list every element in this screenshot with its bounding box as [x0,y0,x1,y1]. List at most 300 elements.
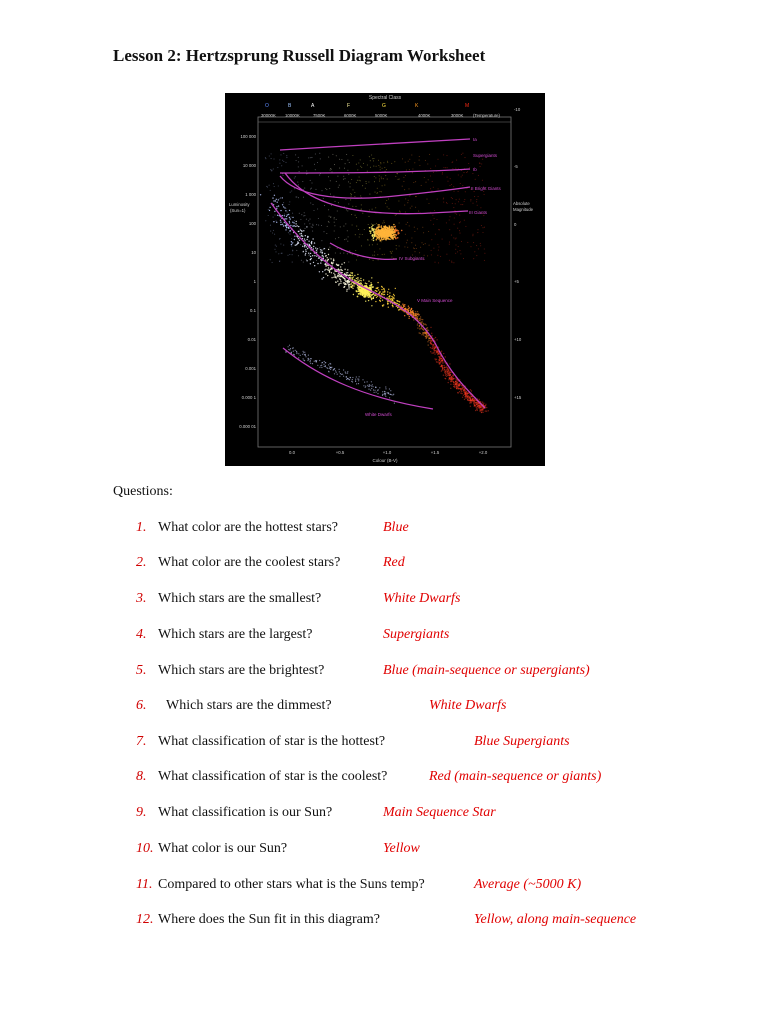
star-dot [273,200,274,201]
star-dot [332,263,333,264]
star-dot [338,187,339,188]
star-dot [439,360,440,361]
star-dot [314,242,315,243]
star-dot [340,279,341,280]
star-dot [395,225,396,226]
star-dot [280,220,281,221]
star-dot [328,221,329,222]
star-dot [368,216,369,217]
star-dot [379,248,380,249]
question-text: Which stars are the brightest? [158,663,325,678]
star-dot [408,318,409,319]
star-dot [398,304,399,305]
star-dot [432,346,433,347]
star-dot [352,377,353,378]
star-dot [392,394,393,395]
star-dot [450,377,451,378]
star-dot [325,365,326,366]
star-dot [265,158,266,159]
star-dot [396,300,397,301]
star-dot [380,230,382,232]
star-dot [427,341,428,342]
star-dot [392,230,393,231]
star-dot [465,191,466,192]
star-dot [385,203,386,204]
star-dot [310,202,311,203]
star-dot [357,277,358,278]
star-dot [392,300,393,301]
star-dot [434,349,435,350]
star-dot [319,367,320,368]
star-dot [306,246,307,247]
star-dot [283,161,284,162]
star-dot [464,220,465,221]
luminosity-tick: 0.01 [247,337,256,342]
star-dot [373,158,374,159]
star-dot [430,343,431,344]
star-dot [419,252,420,253]
star-dot [337,281,338,282]
star-dot [458,201,459,202]
star-dot [375,232,377,234]
star-dot [272,197,273,198]
star-dot [403,307,404,308]
star-dot [414,251,415,252]
star-dot [327,275,328,276]
star-dot [363,385,364,386]
star-dot [446,155,447,156]
star-dot [387,161,388,162]
star-dot [417,317,418,318]
star-dot [394,161,395,162]
star-dot [347,371,348,372]
star-dot [315,153,316,154]
star-dot [429,154,430,155]
star-dot [433,338,434,339]
star-dot [344,178,345,179]
star-dot [373,160,374,161]
star-dot [400,305,401,306]
star-dot [343,176,344,177]
star-dot [455,381,456,382]
star-dot [477,205,478,206]
star-dot [291,244,292,245]
star-dot [283,206,284,207]
star-dot [475,402,476,403]
question-number: 4. [136,627,147,642]
star-dot [355,206,356,207]
star-dot [343,179,344,180]
star-dot [476,407,477,408]
star-dot [420,319,421,320]
star-dot [380,162,381,163]
star-dot [408,188,409,189]
star-dot [333,259,334,260]
star-dot [460,389,461,390]
star-dot [278,185,279,186]
star-dot [411,242,412,243]
star-dot [282,160,283,161]
star-dot [484,248,485,249]
star-dot [292,250,293,251]
star-dot [348,288,349,289]
star-dot [344,279,345,280]
star-dot [371,154,372,155]
star-dot [450,178,451,179]
star-dot [461,393,462,394]
star-dot [260,194,261,195]
star-dot [332,154,333,155]
star-dot [441,360,442,361]
star-dot [382,230,383,231]
star-dot [294,236,295,237]
star-dot [413,182,414,183]
star-dot [300,355,301,356]
star-dot [289,221,290,222]
star-dot [404,306,405,307]
star-dot [394,234,396,236]
star-dot [346,376,347,377]
star-dot [467,242,468,243]
star-dot [383,288,384,289]
star-dot [310,363,311,364]
star-dot [352,275,353,276]
star-dot [396,173,397,174]
star-dot [289,217,290,218]
star-dot [463,389,464,390]
star-dot [392,297,393,298]
star-dot [361,167,362,168]
star-dot [340,373,341,374]
star-dot [403,181,404,182]
star-dot [340,281,341,282]
star-dot [376,227,378,229]
star-dot [431,254,432,255]
star-dot [435,165,436,166]
star-dot [382,185,383,186]
star-dot [345,223,346,224]
label-supergiants: Supergiants [473,153,498,158]
star-dot [415,207,416,208]
star-dot [303,252,304,253]
star-dot [271,153,272,154]
star-dot [387,303,388,304]
star-dot [313,262,314,263]
star-dot [339,159,340,160]
star-dot [287,255,288,256]
star-dot [433,172,434,173]
star-dot [464,199,465,200]
star-dot [316,361,317,362]
star-dot [300,244,301,245]
star-dot [294,178,295,179]
star-dot [397,229,398,230]
star-dot [380,163,381,164]
star-dot [382,391,383,392]
star-dot [383,227,385,229]
star-dot [455,378,456,379]
star-dot [299,240,300,241]
star-dot [474,196,475,197]
star-dot [270,169,271,170]
star-dot [390,228,392,230]
star-dot [382,228,384,230]
star-dot [285,225,286,226]
star-dot [458,191,459,192]
star-dot [340,226,341,227]
star-dot [367,293,369,295]
star-dot [436,219,437,220]
star-dot [275,220,276,221]
answer-text: Blue (main-sequence or supergiants) [383,663,590,678]
star-dot [340,276,341,277]
star-dot [425,160,426,161]
star-dot [319,360,320,361]
star-dot [324,264,325,265]
star-dot [331,272,332,273]
star-dot [394,236,396,238]
star-dot [315,189,316,190]
star-dot [315,360,316,361]
star-dot [372,244,373,245]
star-dot [320,249,321,250]
star-dot [313,210,314,211]
star-dot [377,232,379,234]
star-dot [296,250,297,251]
star-dot [371,277,372,278]
star-dot [276,206,277,207]
star-dot [430,188,431,189]
star-dot [321,250,322,251]
star-dot [381,191,382,192]
temperature-label: 4000K [418,113,431,118]
star-dot [317,248,318,249]
star-dot [355,379,356,380]
star-dot [368,296,370,298]
star-dot [297,225,298,226]
star-dot [312,204,313,205]
star-dot [376,297,377,298]
star-dot [371,223,372,224]
star-dot [323,277,324,278]
star-dot [290,348,291,349]
star-dot [449,244,450,245]
star-dot [270,190,271,191]
star-dot [448,375,449,376]
star-dot [451,235,452,236]
star-dot [307,248,308,249]
star-dot [462,175,463,176]
star-dot [394,230,396,232]
star-dot [339,376,340,377]
star-dot [350,199,351,200]
star-dot [385,386,386,387]
star-dot [379,191,380,192]
star-dot [352,254,353,255]
star-dot [368,287,370,289]
star-dot [384,167,385,168]
star-dot [303,352,304,353]
star-dot [341,264,342,265]
answer-text: Red (main-sequence or giants) [429,769,602,784]
star-dot [416,313,417,314]
star-dot [379,178,380,179]
star-dot [310,259,311,260]
star-dot [386,231,388,233]
star-dot [318,257,319,258]
star-dot [362,379,363,380]
star-dot [414,231,415,232]
star-dot [356,383,357,384]
star-dot [385,175,386,176]
star-dot [293,242,294,243]
star-dot [325,265,326,266]
hr-diagram [225,93,545,466]
star-dot [404,246,405,247]
star-dot [377,282,378,283]
star-dot [321,240,322,241]
star-dot [419,318,420,319]
star-dot [344,282,345,283]
star-dot [348,203,349,204]
star-dot [312,255,313,256]
star-dot [314,164,315,165]
star-dot [438,262,439,263]
star-dot [338,275,339,276]
star-dot [474,191,475,192]
star-dot [324,205,325,206]
star-dot [335,238,336,239]
star-dot [314,255,315,256]
luminosity-tick: 0.000 1 [241,395,256,400]
star-dot [391,163,392,164]
star-dot [426,324,427,325]
star-dot [291,352,292,353]
star-dot [483,191,484,192]
star-dot [323,198,324,199]
star-dot [402,158,403,159]
star-dot [345,371,346,372]
star-dot [387,233,389,235]
star-dot [446,376,447,377]
star-dot [382,236,384,238]
star-dot [355,290,357,292]
star-dot [391,232,393,234]
star-dot [438,246,439,247]
question-number: 6. [136,698,147,713]
star-dot [373,229,375,231]
star-dot [350,275,351,276]
star-dot [273,158,274,159]
star-dot [449,219,450,220]
star-dot [459,233,460,234]
star-dot [477,232,478,233]
star-dot [379,236,381,238]
star-dot [331,367,332,368]
star-dot [365,283,366,284]
star-dot [404,304,405,305]
star-dot [335,252,336,253]
star-dot [302,246,303,247]
star-dot [460,183,461,184]
star-dot [371,381,372,382]
star-dot [471,390,472,391]
star-dot [409,225,410,226]
star-dot [298,255,299,256]
star-dot [372,386,373,387]
star-dot [474,405,475,406]
star-dot [395,215,396,216]
star-dot [378,238,380,240]
star-dot [292,213,293,214]
star-dot [345,281,346,282]
star-dot [304,228,305,229]
star-dot [365,387,366,388]
star-dot [303,351,304,352]
star-dot [373,166,374,167]
star-dot [482,227,483,228]
star-dot [364,229,365,230]
star-dot [347,241,348,242]
star-dot [295,223,296,224]
star-dot [459,199,460,200]
star-dot [413,313,414,314]
star-dot [408,306,409,307]
star-dot [326,189,327,190]
star-dot [310,256,311,257]
star-dot [410,309,411,310]
star-dot [368,281,369,282]
star-dot [390,394,391,395]
star-dot [455,203,456,204]
temperature-label: 7500K [313,113,326,118]
star-dot [290,230,291,231]
star-dot [374,192,375,193]
star-dot [368,224,369,225]
star-dot [431,333,432,334]
star-dot [428,338,429,339]
star-dot [388,208,389,209]
star-dot [459,250,460,251]
star-dot [384,254,385,255]
star-dot [470,400,471,401]
star-dot [312,227,313,228]
star-dot [437,159,438,160]
star-dot [438,353,439,354]
star-dot [323,364,324,365]
star-dot [357,296,359,298]
star-dot [283,153,284,154]
star-dot [387,162,388,163]
star-dot [335,281,336,282]
star-dot [354,280,355,281]
star-dot [388,238,389,239]
star-dot [465,394,466,395]
star-dot [371,229,372,230]
star-dot [445,370,446,371]
star-dot [361,204,362,205]
star-dot [392,251,393,252]
star-dot [275,251,276,252]
star-dot [470,389,471,390]
star-dot [469,167,470,168]
star-dot [478,196,479,197]
star-dot [280,154,281,155]
star-dot [323,231,324,232]
star-dot [360,159,361,160]
star-dot [473,258,474,259]
star-dot [346,154,347,155]
